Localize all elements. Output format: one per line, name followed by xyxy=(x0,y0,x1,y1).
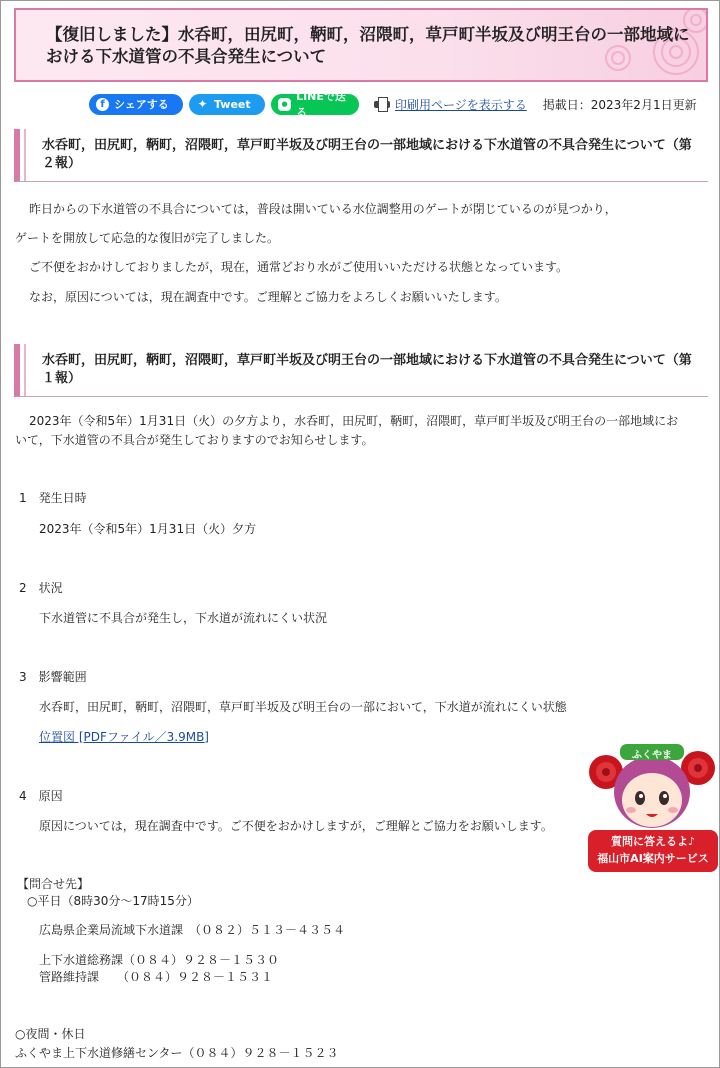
ai-service-line-2: 福山市AI案内サービス xyxy=(597,852,709,865)
page-title-banner xyxy=(14,8,708,82)
contact-line-4: ふくやま上下水道修繕センター（０８４）９２８－１５２３ xyxy=(15,1046,339,1060)
facebook-share-button[interactable]: f シェアする xyxy=(89,94,183,115)
report2-heading: 水呑町，田尻町，鞆町，沼隈町，草戸町半坂及び明王台の一部地域における下水道管の不具合発生について（第２報） xyxy=(14,129,708,182)
print-page-link[interactable]: 印刷用ページを表示する xyxy=(374,96,527,113)
ai-service-line-1: 質問に答えるよ♪ xyxy=(610,835,696,848)
contact-title: 【問合せ先】 xyxy=(17,877,90,891)
ai-assistant-widget[interactable] xyxy=(586,734,720,874)
section3-title: 3 影響範囲 xyxy=(19,670,87,684)
page-title: 【復旧しました】水呑町，田尻町，鞆町，沼隈町，草戸町半坂及び明王台の一部地域における下水道管の不具合発生について xyxy=(46,25,690,66)
twitter-bird-icon: ✦ xyxy=(197,96,208,111)
section1-title: 1 発生日時 xyxy=(19,491,87,505)
line-share-button[interactable]: ● LINEで送る xyxy=(271,94,359,115)
mascot-sash-label: ふくやま xyxy=(632,750,672,761)
posted-date: 掲載日：2023年2月1日更新 xyxy=(542,97,697,112)
report1-intro-2: いて，下水道管の不具合が発生しておりますのでお知らせします。 xyxy=(15,433,374,447)
report2-paragraph-1b: ゲートを開放して応急的な復旧が完了しました。 xyxy=(15,231,280,245)
contact-night: ○夜間・休日 xyxy=(15,1027,86,1041)
section1-body: 2023年（令和5年）1月31日（火）夕方 xyxy=(39,522,257,536)
report1-intro-1: 2023年（令和5年）1月31日（火）の夕方より，水呑町，田尻町，鞆町，沼隈町，草戸町半坂及び明王台の一部地域にお xyxy=(29,414,679,428)
contact-line-2: 上下水道総務課（０８４）９２８－１５３０ xyxy=(39,953,280,967)
printer-icon xyxy=(374,97,390,111)
line-icon: ● xyxy=(278,98,291,111)
contact-weekday: ○平日（8時30分～17時15分） xyxy=(27,894,199,908)
contact-line-3: 管路維持課 （０８４）９２８－１５３１ xyxy=(39,970,274,984)
section2-body: 下水道管に不具合が発生し，下水道が流れにくい状況 xyxy=(39,611,328,625)
report2-paragraph-2: ご不便をおかけしておりましたが，現在，通常どおり水がご使用いいただける状態となっています。 xyxy=(29,260,569,274)
section4-title: 4 原因 xyxy=(19,789,63,803)
facebook-icon: f xyxy=(96,98,109,111)
location-map-pdf-link[interactable]: 位置図 [PDFファイル／3.9MB] xyxy=(39,730,209,744)
share-toolbar xyxy=(89,90,697,119)
section4-body: 原因については，現在調査中です。ご不便をおかけしますが，ご理解とご協力をお願いします。 xyxy=(39,819,553,833)
section2-title: 2 状況 xyxy=(19,581,63,595)
report2-paragraph-1: 昨日からの下水道管の不具合については，普段は開いている水位調整用のゲートが閉じているのが見つかり， xyxy=(29,202,617,216)
report2-paragraph-3: なお，原因については，現在調査中です。ご理解とご協力をよろしくお願いいたします。 xyxy=(29,290,507,304)
contact-line-1: 広島県企業局流域下水道課 （０８２）５１３－４３５４ xyxy=(39,923,346,937)
section3-body: 水呑町，田尻町，鞆町，沼隈町，草戸町半坂及び明王台の一部において，下水道が流れにくい状態 xyxy=(39,700,567,714)
report1-heading: 水呑町，田尻町，鞆町，沼隈町，草戸町半坂及び明王台の一部地域における下水道管の不具合発生について（第１報） xyxy=(14,344,708,397)
tweet-button[interactable]: ✦ Tweet xyxy=(189,94,265,115)
